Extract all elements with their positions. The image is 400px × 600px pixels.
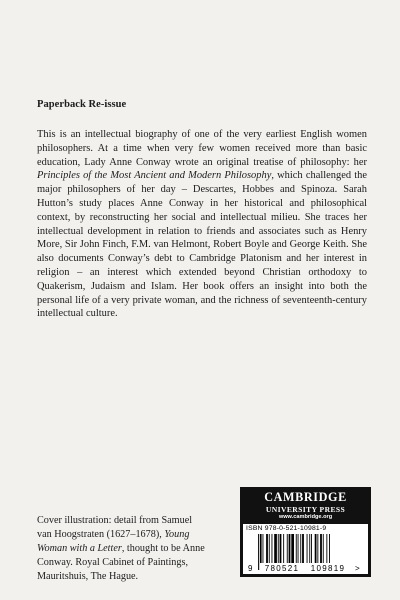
barcode-right-digits: 109819	[310, 564, 346, 572]
barcode-left-digits: 780521	[264, 564, 300, 572]
barcode-end-mark: >	[355, 564, 360, 572]
reissue-label: Paperback Re-issue	[37, 99, 127, 110]
publisher-subtitle: UNIVERSITY PRESS	[265, 505, 346, 514]
blurb-part-2: , which challenged the major philosophers of her day – Descartes, Hobbes and Spinoza. Sarah Hutton’s study places Anne Conway in her historical and philosophical context, by reconstructing her social and intellectual milieu. She traces her intellectual development in relation to friends and associates such as Henry More, Sir John Finch, F.M. van Helmont, Robert Boyle and George Keith. She also documents Conway’s debt to Cambridge Platonism and her interest in religion – an interest which extended beyond Christian orthodoxy to Quakerism, Judaism and Islam. Her book offers an insight into both the personal life of a very private woman, and the richness of seventeenth-century intellectual culture.	[37, 170, 367, 320]
publisher-name: CAMBRIDGE	[264, 490, 347, 504]
blurb-part-1: This is an intellectual biography of one of the very earliest English women philosophers. At a time when very few women received more than basic education, Lady Anne Conway wrote an original treatise of philosophy: her	[37, 129, 367, 168]
publisher-url: www.cambridge.org	[278, 514, 333, 520]
blurb-text	[37, 128, 367, 321]
barcode-graphic	[246, 534, 365, 572]
barcode-first-digit: 9	[248, 564, 253, 572]
barcode-box	[243, 524, 368, 574]
caption-part-2: , thought to be Anne Conway. Royal Cabinet of Paintings, Mauritshuis, The Hague.	[37, 543, 205, 582]
cover-caption	[37, 514, 207, 584]
book-title: Principles of the Most Ancient and Modern Philosophy	[37, 170, 272, 182]
publisher-block	[240, 487, 371, 577]
isbn-label: ISBN 978-0-521-10981-9	[246, 525, 327, 532]
painting-title: Young Woman with a Letter	[37, 529, 190, 554]
caption-part-1: Cover illustration: detail from Samuel van Hoogstraten (1627–1678),	[37, 515, 193, 540]
